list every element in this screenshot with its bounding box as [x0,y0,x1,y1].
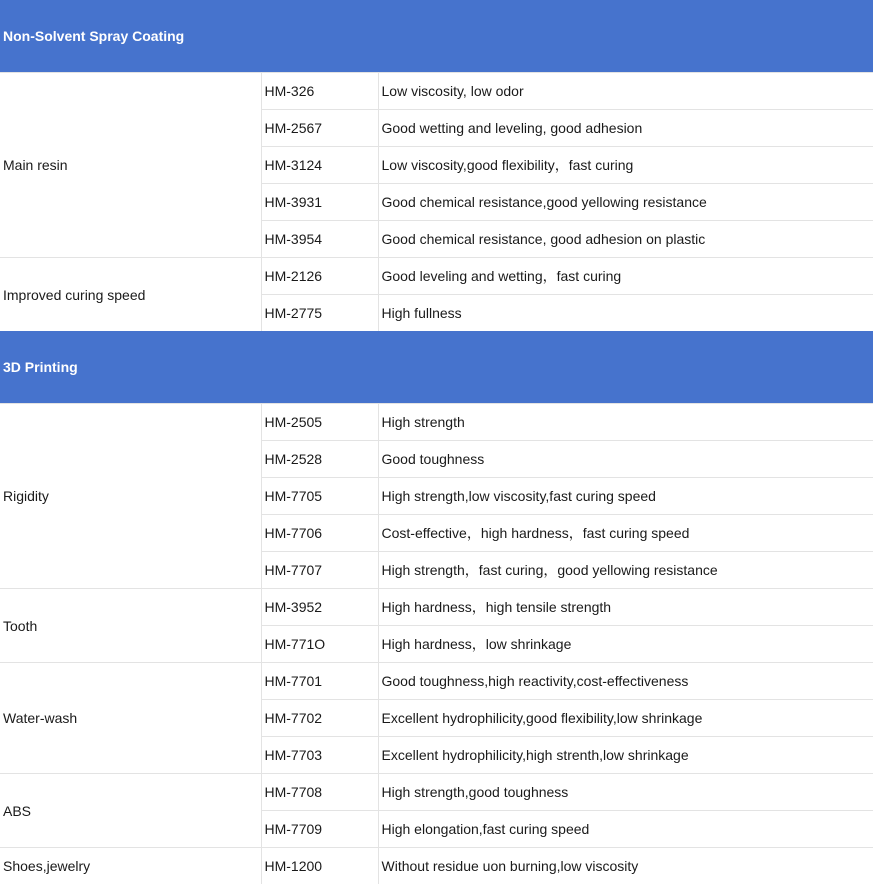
product-description-cell: High elongation,fast curing speed [378,811,873,848]
product-code-cell: HM-7702 [261,700,378,737]
product-description-cell: Without residue uon burning,low viscosity [378,848,873,884]
product-code-cell: HM-326 [261,73,378,110]
product-code-cell: HM-2775 [261,295,378,332]
category-cell: ABS [0,774,261,848]
product-description-cell: Good chemical resistance,good yellowing resistance [378,184,873,221]
category-cell: Tooth [0,589,261,663]
table-row [0,774,873,811]
category-cell: Water-wash [0,663,261,774]
table-row [0,848,873,884]
product-description-cell: Low viscosity,good flexibility，fast curing [378,147,873,184]
product-description-cell: High strength,good toughness [378,774,873,811]
product-code-cell: HM-2126 [261,258,378,295]
product-description-cell: High hardness，low shrinkage [378,626,873,663]
product-description-cell: Good wetting and leveling, good adhesion [378,110,873,147]
product-code-cell: HM-3931 [261,184,378,221]
product-description-cell: High hardness，high tensile strength [378,589,873,626]
product-code-cell: HM-3952 [261,589,378,626]
section-header-row [0,331,873,404]
product-code-cell: HM-3954 [261,221,378,258]
product-description-cell: High fullness [378,295,873,332]
product-description-cell: High strength [378,404,873,441]
table-row [0,589,873,626]
product-description-cell: Excellent hydrophilicity,high strenth,low shrinkage [378,737,873,774]
product-code-cell: HM-7706 [261,515,378,552]
product-description-cell: Good chemical resistance, good adhesion on plastic [378,221,873,258]
product-description-cell: Cost-effective，high hardness，fast curing speed [378,515,873,552]
product-code-cell: HM-2528 [261,441,378,478]
product-code-cell: HM-7705 [261,478,378,515]
product-code-cell: HM-7709 [261,811,378,848]
product-code-cell: HM-2505 [261,404,378,441]
product-code-cell: HM-7701 [261,663,378,700]
product-description-cell: Good toughness,high reactivity,cost-effectiveness [378,663,873,700]
product-description-cell: High strength,low viscosity,fast curing speed [378,478,873,515]
table-row [0,663,873,700]
product-description-cell: Excellent hydrophilicity,good flexibility,low shrinkage [378,700,873,737]
product-code-cell: HM-3124 [261,147,378,184]
section-title: 3D Printing [0,331,873,404]
product-description-cell: Low viscosity, low odor [378,73,873,110]
table-row [0,404,873,441]
product-description-cell: Good toughness [378,441,873,478]
category-cell: Improved curing speed [0,258,261,332]
product-code-cell: HM-7703 [261,737,378,774]
product-description-cell: Good leveling and wetting，fast curing [378,258,873,295]
product-code-cell: HM-7707 [261,552,378,589]
product-description-cell: High strength，fast curing，good yellowing resistance [378,552,873,589]
section-title: Non-Solvent Spray Coating [0,0,873,73]
category-cell: Rigidity [0,404,261,589]
product-code-cell: HM-1200 [261,848,378,884]
product-code-cell: HM-771O [261,626,378,663]
section-header-row [0,0,873,73]
product-code-cell: HM-2567 [261,110,378,147]
category-cell: Shoes,jewelry [0,848,261,884]
table-row [0,73,873,110]
category-cell: Main resin [0,73,261,258]
product-code-cell: HM-7708 [261,774,378,811]
table-row [0,258,873,295]
